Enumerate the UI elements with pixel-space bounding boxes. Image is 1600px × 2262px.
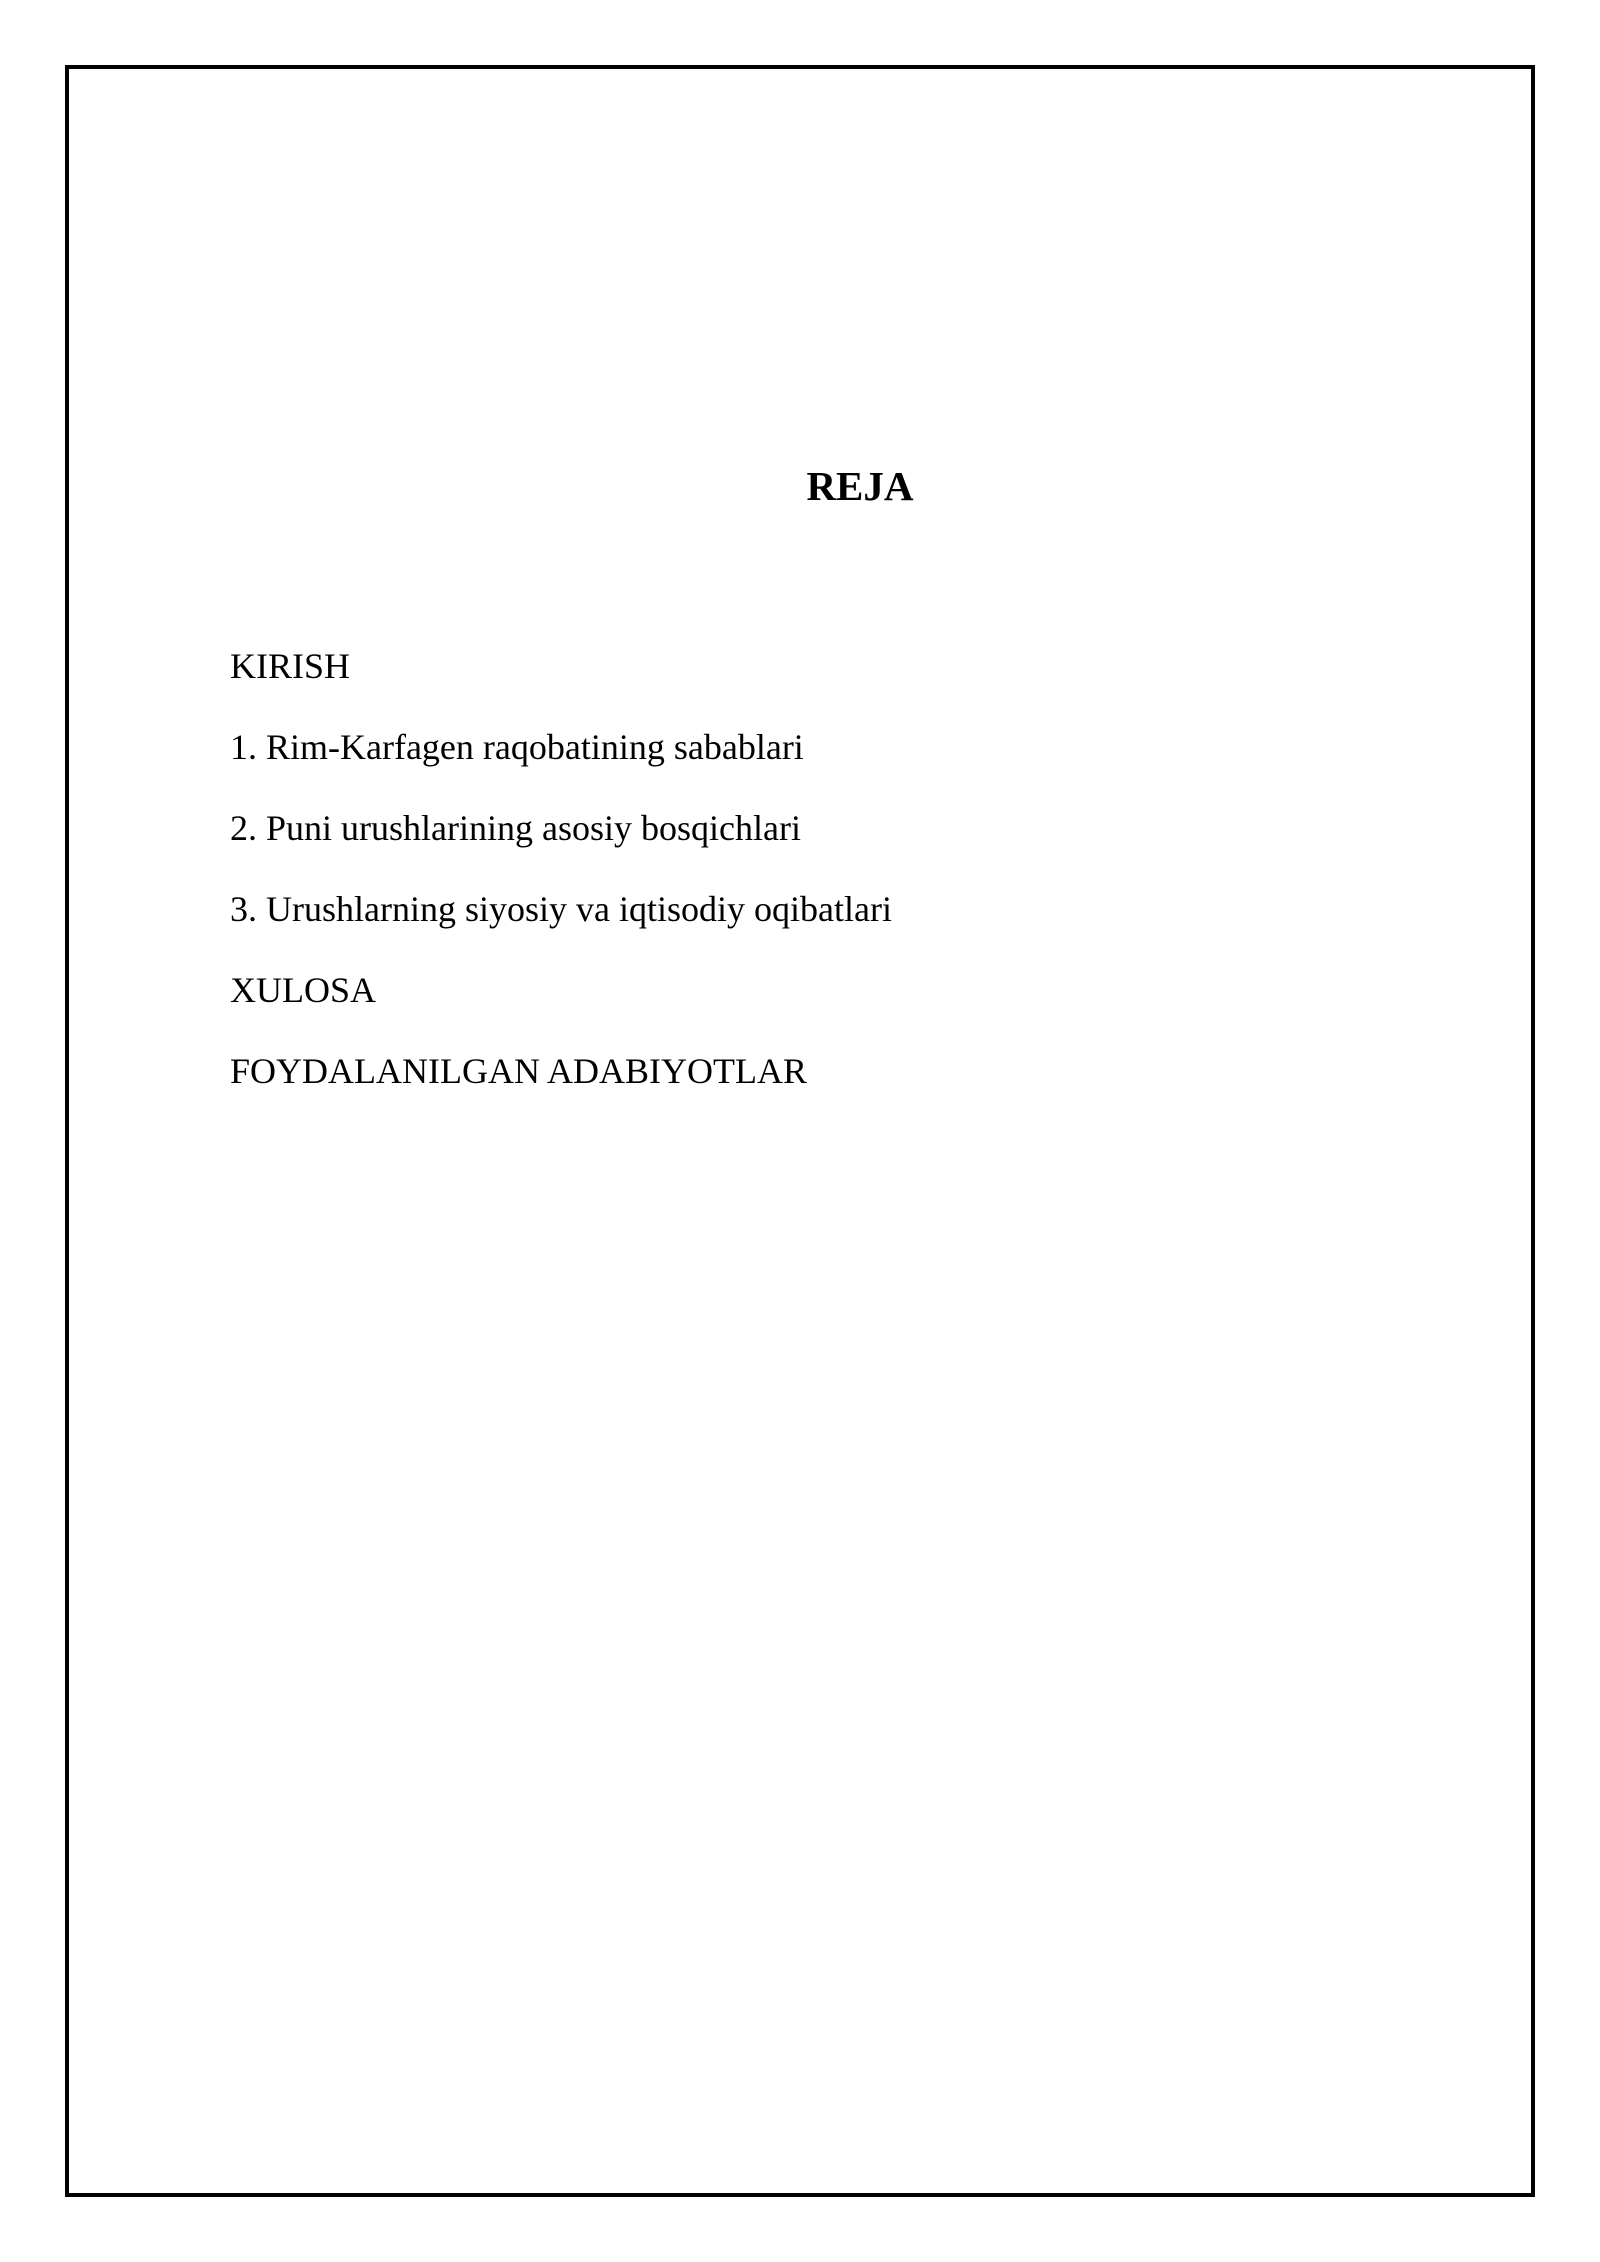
toc-item-section-2: 2. Puni urushlarining asosiy bosqichlari [230, 808, 801, 848]
table-of-contents [230, 645, 892, 1131]
toc-item-conclusion: XULOSA [230, 970, 377, 1010]
toc-item-introduction: KIRISH [230, 646, 351, 686]
page-title: REJA [806, 463, 914, 509]
toc-item-section-1: 1. Rim-Karfagen raqobatining sabablari [230, 727, 804, 767]
toc-item-section-3: 3. Urushlarning siyosiy va iqtisodiy oqibatlari [230, 889, 892, 929]
page-border [65, 65, 1535, 2197]
toc-item-references: FOYDALANILGAN ADABIYOTLAR [230, 1051, 807, 1091]
